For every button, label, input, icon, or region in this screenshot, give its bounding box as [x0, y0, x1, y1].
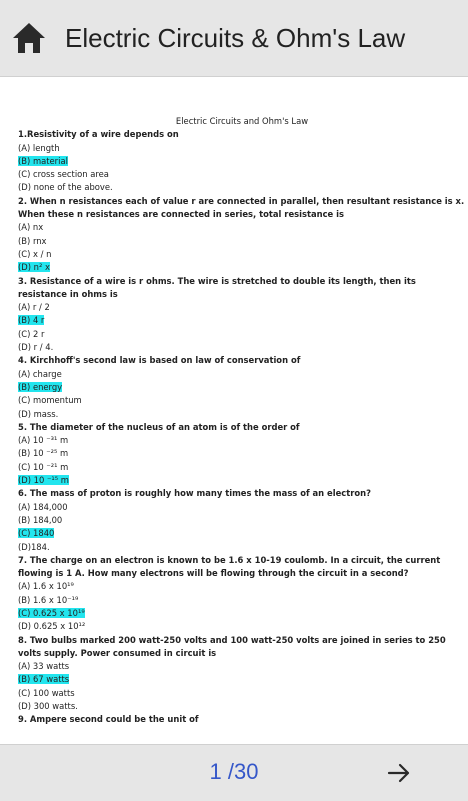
home-icon [11, 21, 47, 55]
question-block [18, 128, 466, 194]
answer-option: (A) 10 ⁻³¹ m [18, 435, 69, 446]
answer-option-highlighted: (C) 0.625 x 10¹⁹ [18, 607, 85, 618]
answer-option: (C) cross section area [18, 169, 109, 180]
question-block [18, 487, 466, 553]
answer-option-highlighted: (D) 10 ⁻¹⁵ m [18, 475, 69, 486]
answer-option: (C) x / n [18, 248, 52, 259]
question-block [18, 634, 466, 714]
app-bar [0, 0, 468, 77]
home-button[interactable] [11, 20, 47, 56]
question-text: 4. Kirchhoff's second law is based on law of conservation of [18, 355, 301, 366]
bottom-bar [0, 744, 468, 801]
answer-option-highlighted: (D) n² x [18, 262, 50, 273]
answer-option: (B) 1.6 x 10⁻¹⁹ [18, 594, 79, 605]
answer-option: (C) 2 r [18, 328, 45, 339]
answer-option-highlighted: (C) 1840 [18, 528, 55, 539]
question-text: 7. The charge on an electron is known to be 1.6 x 10-19 coulomb. In a circuit, the current flowing is 1 A. How many electrons will be flowing through the circuit in a second? [18, 554, 441, 579]
answer-option: (C) 10 ⁻²¹ m [18, 461, 69, 472]
answer-option: (D) mass. [18, 408, 59, 419]
question-text: 1.Resistivity of a wire depends on [18, 129, 179, 140]
answer-option: (D) r / 4. [18, 342, 54, 353]
question-block [18, 275, 466, 355]
question-text: 8. Two bulbs marked 200 watt-250 volts and 100 watt-250 volts are joined in series to 250 volts supply. Power consumed in circuit is [18, 634, 446, 658]
answer-option: (D) 300 watts. [18, 701, 78, 712]
document-title: Electric Circuits and Ohm's Law [175, 116, 309, 126]
question-list [18, 128, 466, 726]
answer-option: (D) none of the above. [18, 182, 113, 193]
question-block [18, 554, 466, 634]
answer-option: (B) 184,00 [18, 514, 63, 525]
page-indicator: 1 /30 [209, 759, 259, 784]
question-text: 3. Resistance of a wire is r ohms. The wire is stretched to double its length, then its resistance in ohms is [18, 275, 416, 299]
answer-option: (D) 0.625 x 10¹² [18, 621, 86, 632]
answer-option: (D)184. [18, 541, 50, 552]
answer-option: (A) 1.6 x 10¹⁹ [18, 581, 74, 592]
question-text: 5. The diameter of the nucleus of an atom is of the order of [18, 421, 300, 432]
arrow-right-icon [387, 762, 411, 784]
document-viewer[interactable] [0, 77, 468, 744]
answer-option-highlighted: (B) 67 watts [18, 674, 70, 685]
answer-option: (A) length [18, 142, 60, 153]
question-text: 9. Ampere second could be the unit of [18, 714, 199, 725]
answer-option: (A) r / 2 [18, 302, 50, 313]
answer-option: (C) momentum [18, 395, 82, 406]
document-page [18, 115, 466, 727]
question-text: 2. When n resistances each of value r are connected in parallel, then resultant resistance is x. When these n resistances are connected in series, total resistance is [18, 195, 465, 220]
answer-option-highlighted: (B) energy [18, 381, 63, 392]
question-block [18, 713, 466, 726]
answer-option-highlighted: (B) material [18, 155, 68, 166]
answer-option-highlighted: (B) 4 r [18, 315, 45, 326]
question-block [18, 354, 466, 420]
answer-option: (A) 184,000 [18, 501, 68, 512]
next-page-button[interactable] [382, 757, 416, 789]
answer-option: (B) rnx [18, 235, 47, 246]
answer-option: (A) charge [18, 368, 62, 379]
page-title: Electric Circuits & Ohm's Law [65, 22, 406, 53]
question-block [18, 195, 466, 275]
answer-option: (C) 100 watts [18, 687, 75, 698]
answer-option: (B) 10 ⁻²⁵ m [18, 448, 69, 459]
answer-option: (A) 33 watts [18, 661, 70, 672]
question-text: 6. The mass of proton is roughly how many times the mass of an electron? [18, 488, 371, 499]
question-block [18, 421, 466, 487]
answer-option: (A) nx [18, 222, 44, 233]
